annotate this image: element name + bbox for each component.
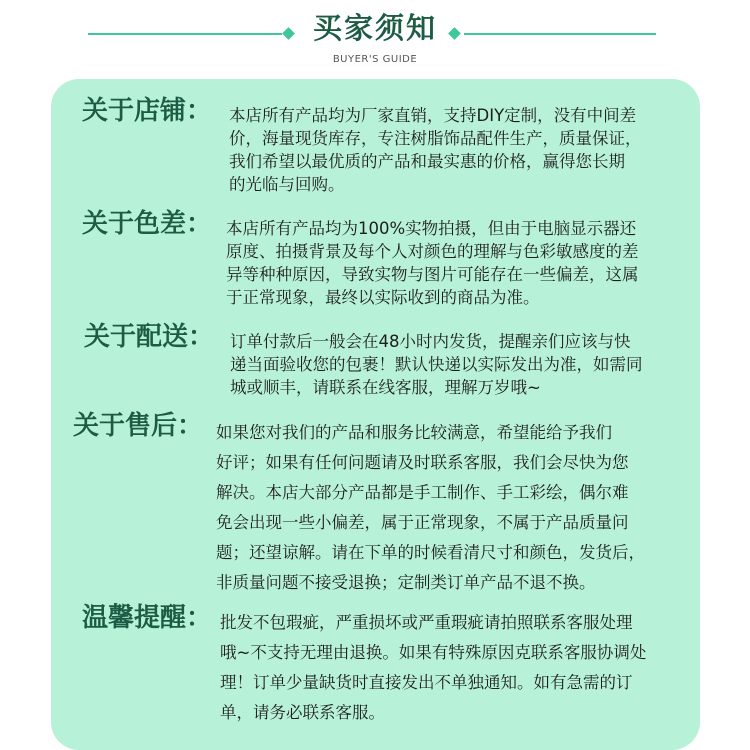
section-line: 好评；如果有任何问题请及时联系客服，我们会尽快为您 (216, 453, 629, 472)
section-title: 关于店铺： (82, 96, 213, 126)
section-line: 订单付款后一般会在48小时内发货，提醒亲们应该与快 (230, 332, 631, 351)
section-line: 免会出现一些小偏差，属于正常现象，不属于产品质量问 (216, 513, 629, 532)
section-line: 本店所有产品均为厂家直销，支持DIY定制，没有中间差 (229, 106, 637, 125)
section-title: 关于售后： (73, 411, 204, 441)
header-divider-right (464, 33, 656, 35)
section-line: 非质量问题不接受退换；定制类订单产品不退不换。 (216, 573, 596, 592)
section-line: 本店所有产品均为100%实物拍摄，但由于电脑显示器还 (226, 219, 637, 238)
section-line: 城或顺丰，请联系在线客服，理解万岁哦~ (230, 378, 541, 397)
page-title: 买家须知 (312, 11, 437, 45)
section-body (229, 104, 642, 196)
section-line: 的光临与回购。 (229, 175, 345, 194)
section-body (220, 608, 646, 728)
section-title: 关于配送： (84, 322, 215, 352)
section-line: 如果您对我们的产品和服务比较满意，希望能给予我们 (216, 423, 612, 442)
section-title: 温馨提醒： (82, 603, 213, 633)
section-line: 原度、拍摄背景及每个人对颜色的理解与色彩敏感度的差 (226, 242, 639, 261)
section-body (226, 217, 639, 309)
section-line: 理！订单少量缺货时直接发出不单独通知。如有急需的订 (220, 673, 633, 692)
section-line: 解决。本店大部分产品都是手工制作、手工彩绘，偶尔难 (216, 483, 629, 502)
section-line: 价，海量现货库存，专注树脂饰品配件生产，质量保证， (229, 129, 642, 148)
section-line: 递当面验收您的包裹！默认快递以实际发出为准，如需同 (230, 355, 643, 374)
section-title: 关于色差： (82, 209, 213, 239)
section-line: 异等种种原因，导致实物与图片可能存在一些偏差，这属 (226, 265, 639, 284)
section-line: 题；还望谅解。请在下单的时候看清尺寸和颜色，发货后， (216, 543, 645, 562)
section-line: 批发不包瑕疵，严重损坏或严重瑕疵请拍照联系客服处理 (220, 613, 633, 632)
section-line: 单，请务必联系客服。 (220, 703, 385, 722)
section-line: 哦~不支持无理由退换。如果有特殊原因克联系客服协调处 (220, 643, 647, 662)
section-line: 我们希望以最优质的产品和最实惠的价格，赢得您长期 (229, 152, 625, 171)
section-line: 于正常现象，最终以实际收到的商品为准。 (226, 288, 540, 307)
section-body (216, 418, 645, 598)
section-body (230, 330, 643, 399)
page-subtitle: BUYER'S GUIDE (332, 54, 418, 65)
